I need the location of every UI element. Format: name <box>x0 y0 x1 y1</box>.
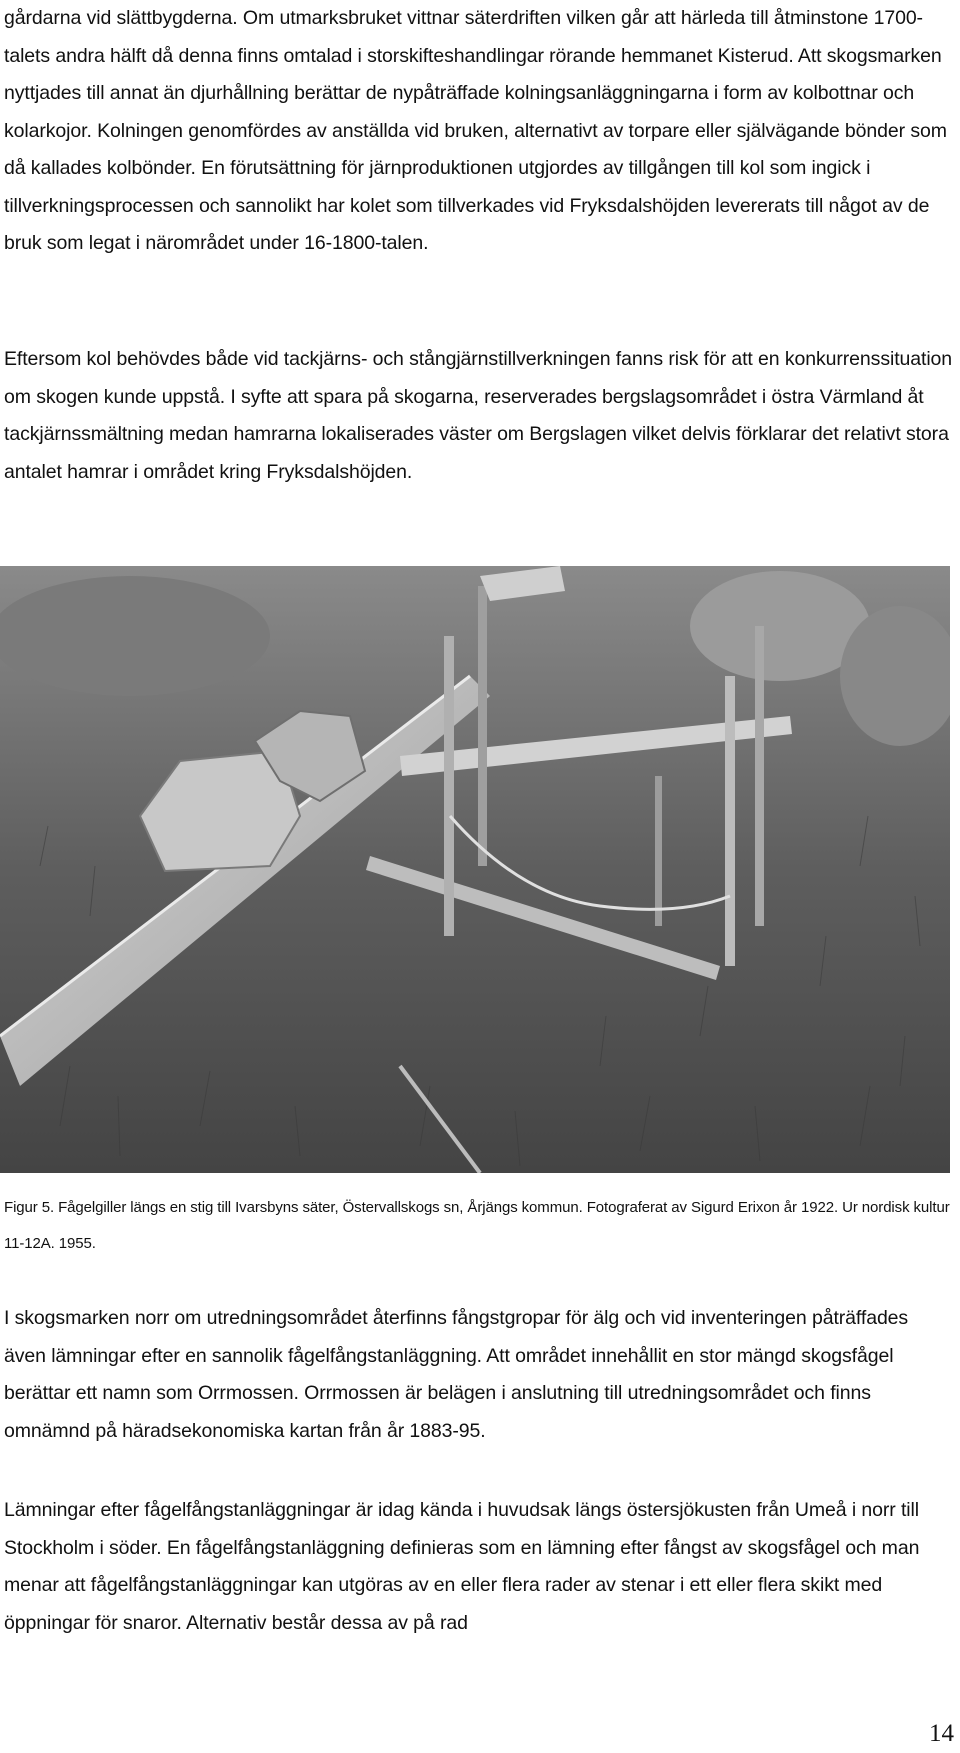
paragraph-konkurrens: Eftersom kol behövdes både vid tackjärns- och stångjärnstillverkningen fanns risk för att en konkurrenssituation om skogen kunde uppstå. I syfte att spara på skogarna, reserverades bergslagsområdet i östra Värmland åt tackjärnssmältning medan hamrarna lokaliserades väster om Bergslagen vilket delvis förklarar det relativt stora antalet hamrar i området kring Fryksdalshöjden. <box>4 348 953 483</box>
figure-photo-fagelgiller <box>0 566 950 1173</box>
page-number: 14 <box>929 1720 954 1747</box>
paragraph-skogsmarken: I skogsmarken norr om utredningsområdet återfinns fångstgropar för älg och vid inventeringen påträffades även lämningar efter en sannolik fågelfångstanläggning. Att området innehållit en stor mängd skogsfågel berättar ett namn som Orrmossen. Orrmossen är belägen i anslutning till utredningsområdet och finns omnämnd på häradsekonomiska kartan från år 1883-95. <box>4 1307 909 1442</box>
paragraph-kolning: gårdarna vid slättbygderna. Om utmarksbruket vittnar säterdriften vilken går att härleda till åtminstone 1700-talets andra hälft då denna finns omtalad i storskifteshandlingar rörande hemmanet Kisterud. Att skogsmarken nyttjades till annat än djurhållning berättar de nypåträffade kolningsanläggningarna i form av kolbottnar och kolarkojor. Kolningen genomfördes av anställda vid bruken, alternativt av torpare eller självägande bönder som då kallades kolbönder. En förutsättning för järnproduktionen utgjordes av tillgången till kol som ingick i tillverkningsprocessen och sannolikt har kolet som tillverkades vid Fryksdalshöjden levererats till något av de bruk som legat i närområdet under 16-1800-talen. <box>4 7 947 254</box>
paragraph-fagelfangst: Lämningar efter fågelfångstanläggningar är idag kända i huvudsak längs östersjökusten från Umeå i norr till Stockholm i söder. En fågelfångstanläggning definieras som en lämning efter fångst av skogsfågel och man menar att fågelfångstanläggningar kan utgöras av en eller flera rader av stenar i ett eller flera skikt med öppningar för snaror. Alternativ består dessa av på rad <box>4 1499 920 1634</box>
figure-caption: Figur 5. Fågelgiller längs en stig till Ivarsbyns säter, Östervallskogs sn, Årjängs kommun. Fotograferat av Sigurd Erixon år 1922. Ur nordisk kultur 11-12A. 1955. <box>4 1199 950 1252</box>
bird-trap-photo-illustration <box>0 566 950 1173</box>
